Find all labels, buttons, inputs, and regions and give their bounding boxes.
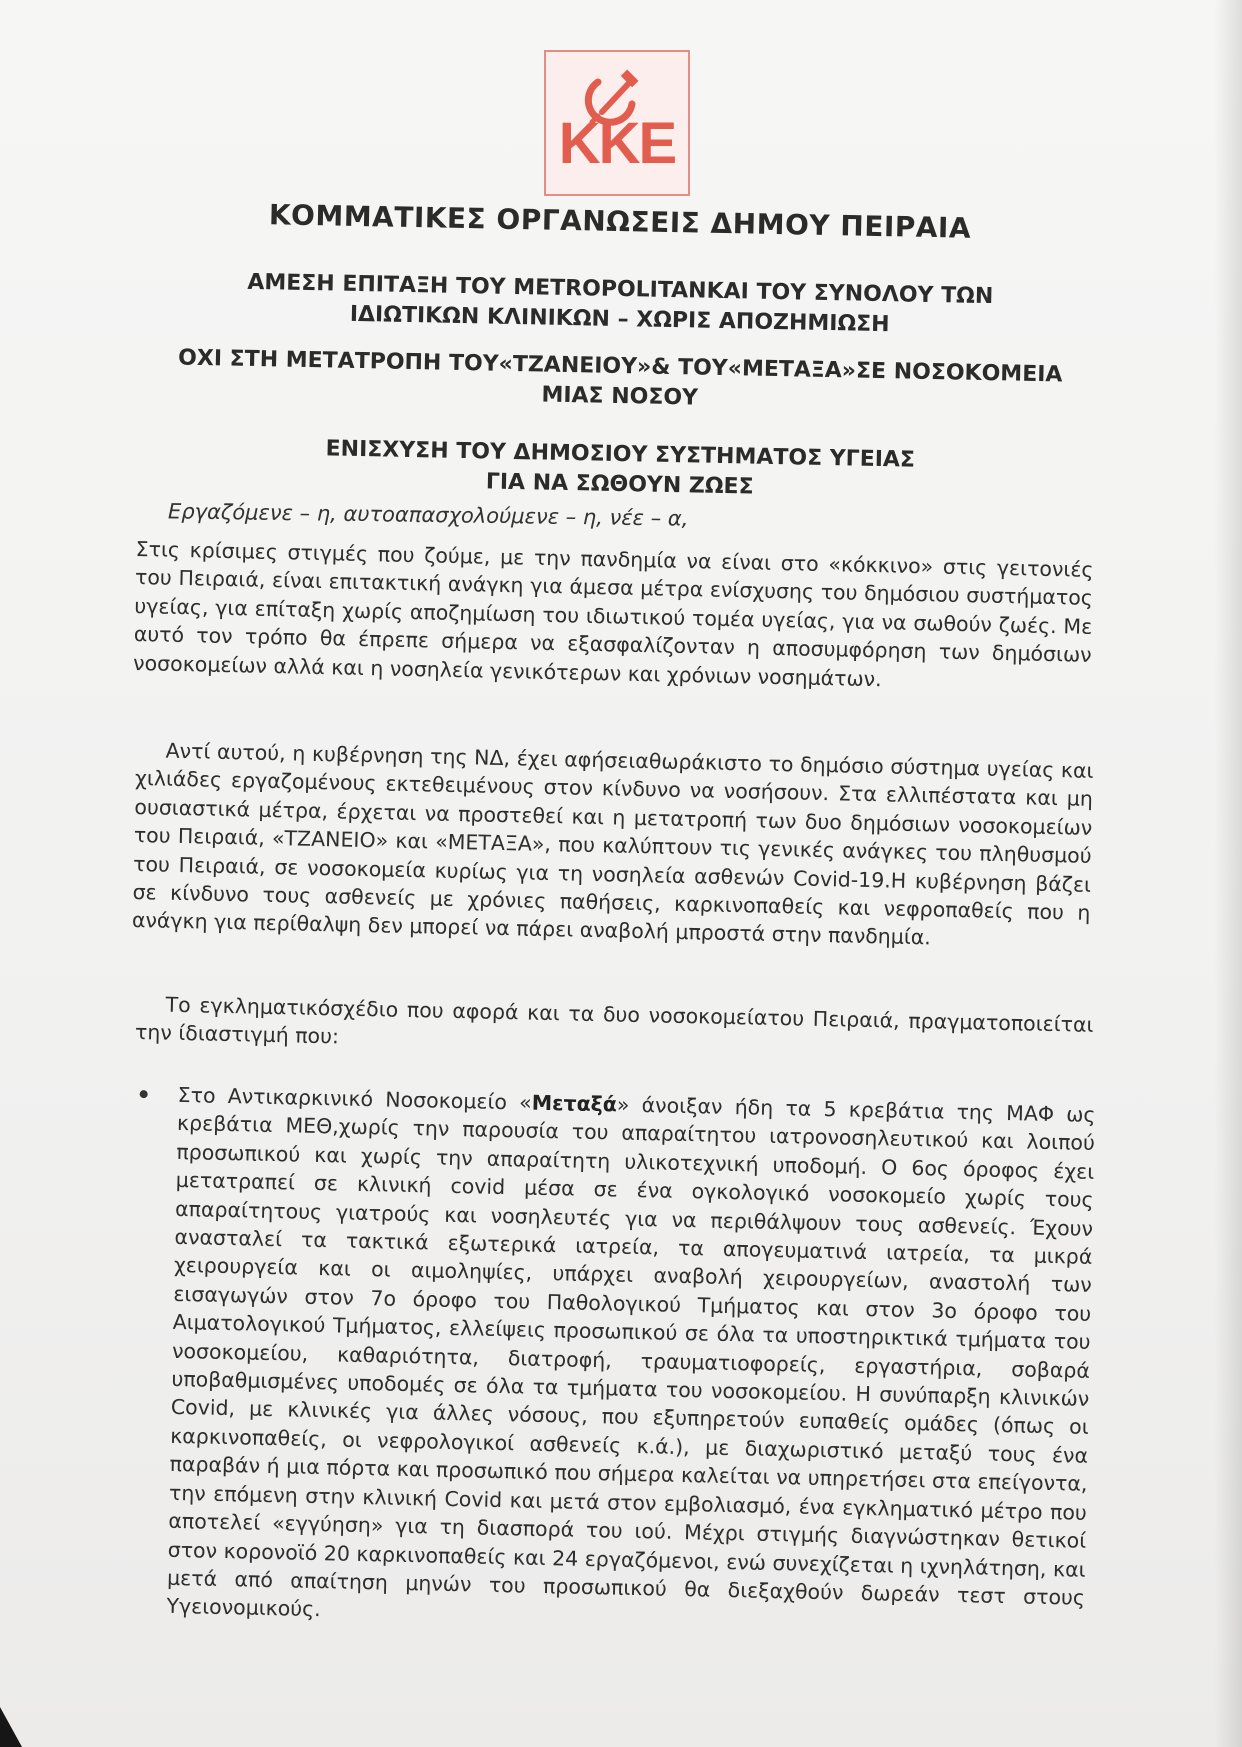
headline-line: ΟΧΙ ΣΤΗ ΜΕΤΑΤΡΟΠΗ ΤΟΥ«ΤΖΑΝΕΙΟΥ»& ΤΟΥ«ΜΕΤΑΞΑ»ΣΕ ΝΟΣΟΚΟΜΕΙΑ [177, 345, 1063, 388]
headline-strengthen-health [130, 431, 1111, 510]
body-paragraph: Το εγκληματικόσχέδιο που αφορά και τα δυο νοσοκομείατου Πειραιά, πραγματοποιείται την ίδιαστιγμή που: [134, 992, 1094, 1049]
party-logo [544, 50, 690, 196]
logo-text: ΚΚΕ [558, 111, 676, 176]
headline-line: ΜΙΑΣ ΝΟΣΟΥ [541, 382, 699, 411]
paper-edge-shadow [1214, 0, 1242, 1747]
headline-line: ΓΙΑ ΝΑ ΣΩΘΟΥΝ ΖΩΕΣ [485, 469, 754, 500]
bullet-prefix: Στο Αντικαρκινικό Νοσοκομείο « [177, 1082, 532, 1115]
greeting: Εργαζόμενε – η, αυτοαπασχολούμενε – η, νέε – α, [167, 499, 689, 531]
headline-line: ΑΜΕΣΗ ΕΠΙΤΑΞΗ ΤΟΥ METROPOLITANΚΑΙ ΤΟΥ ΣΥΝΟΛΟΥ ΤΩΝ [247, 269, 994, 310]
body-paragraph: Στις κρίσιμες στιγμές που ζούμε, με την πανδημία να είναι στο «κόκκινο» στις γειτονιές του Πειραιά, είναι επιτακτική ανάγκη για άμεσα μέτρα ενίσχυσης του δημόσιου συστήματος υγείας, για επίταξη χωρίς αποζημίωση του ιδιωτικού τομέα υγείας, για να σωθούν ζωές. Με αυτό τον τρόπο θα έπρεπε σήμερα να εξασφαλίζονταν η αποσυμφόρηση των δημόσιων νοσοκομείων αλλά και η νοσηλεία γενικότερων και χρόνιων νοσημάτων. [132, 536, 1094, 691]
headline-line: ΕΝΙΣΧΥΣΗ ΤΟΥ ΔΗΜΟΣΙΟΥ ΣΥΣΤΗΜΑΤΟΣ ΥΓΕΙΑΣ [325, 436, 916, 473]
headline-no-conversion [130, 343, 1111, 422]
bullet-bold-name: Μεταξά [531, 1090, 618, 1117]
headline-requisition [130, 266, 1111, 345]
list-item [124, 1080, 1096, 1641]
bullet-text [166, 1081, 1096, 1641]
bullet-body: » άνοιξαν ήδη τα 5 κρεβάτια της ΜΑΦ ως κρεβάτια ΜΕΘ,χωρίς την παρουσία του απαραίτητου ιατρονοσηλευτικού και λοιπού προσωπικού και χωρίς την απαραίτητη υλικοτεχνική υποδομή. Ο 6ος όροφος έχει μετατραπεί σε κλινική covid μέσα σε ένα ογκολογικό νοσοκομείο χωρίς τους απαραίτητους γιατρούς και νοσηλευτές για να περιθάλψουν τους ασθενείς. Έχουν ανασταλεί τα τακτικά εξωτερικά ιατρεία, τα απογευματινά ιατρεία, τα μικρά χειρουργεία και οι αιμοληψίες, υπάρχει αναβολή χειρουργείων, αναστολή των εισαγωγών στον 7ο όροφο του Παθολογικού Τμήματος και στον 3ο όροφο του Αιματολογικού Τμήματος, ελλείψεις προσωπικού σε όλα τα υποστηρικτικά τμήματα του νοσοκομείου, καθαριότητα, διατροφή, τραυματιοφορείς, εργαστήρια, σοβαρά υποβαθμισμένες υποδομές σε όλα τα τμήματα του νοσοκομείου. Η συνύπαρξη κλινικών Covid, με κλινικές για άλλες νόσους, που εξυπηρετούν ευπαθείς ομάδες (όπως οι καρκινοπαθείς, οι νεφρολογικοί ασθενείς κ.ά.), με διαχωριστικό μεταξύ τους ένα παραβάν ή μια πόρτα και προσωπικό που σήμερα καλείται να υπηρετήσει στα επείγοντα, την επόμενη στην κλινική Covid και μετά στον εμβολιασμό, ένα εγκληματικό μέτρο που αποτελεί «εγγύηση» για τη διασπορά του ιού. Μέχρι στιγμής διαγνώστηκαν θετικοί στον κορονοϊό 20 καρκινοπαθείς και 24 εργαζόμενοι, ενώ συνεχίζεται η ιχνηλάτηση, και μετά από απαίτηση μηνών του προσωπικού θα διεξαχθούν δωρεάν τεστ στους Υγειονομικούς. [166, 1092, 1096, 1622]
headline-line: ΙΔΙΩΤΙΚΩΝ ΚΛΙΝΙΚΩΝ – ΧΩΡΙΣ ΑΠΟΖΗΜΙΩΣΗ [349, 301, 890, 338]
body-paragraph: Αντί αυτού, η κυβέρνηση της ΝΔ, έχει αφήσειαθωράκιστο το δημόσιο σύστημα υγείας και χιλιάδες εργαζομένους εκτεθειμένους στον κίνδυνο να νοσήσουν. Στα ελλιπέστατα και μη ουσιαστικά μέτρα, έρχεται να προστεθεί και η μετατροπή των δυο δημόσιων νοσοκομείων του Πειραιά, «ΤΖΑΝΕΙΟ» και «ΜΕΤΑΞΑ», που καλύπτουν τις γενικές ανάγκες του πληθυσμού του Πειραιά, σε νοσοκομεία κυρίως για τη νοσηλεία ασθενών Covid-19.Η κυβέρνηση βάζει σε κίνδυνο τους ασθενείς με χρόνιες παθήσεις, καρκινοπαθείς και νεφροπαθείς που η ανάγκη για περίθαλψη δεν μπορεί να πάρει αναβολή μπροστά στην πανδημία. [131, 738, 1094, 950]
bullet-icon [140, 1090, 148, 1098]
background-corner [0, 1707, 22, 1747]
organization-title: ΚΟΜΜΑΤΙΚΕΣ ΟΡΓΑΝΩΣΕΙΣ ΔΗΜΟΥ ΠΕΙΡΑΙΑ [268, 198, 972, 245]
